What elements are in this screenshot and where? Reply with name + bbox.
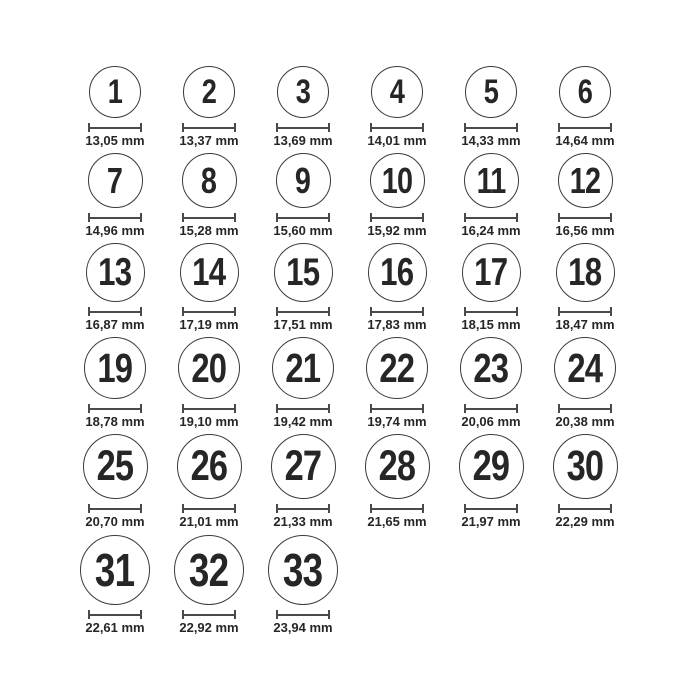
ring-circle — [371, 66, 423, 118]
ring-circle — [370, 153, 425, 208]
measure-line — [276, 311, 330, 313]
ring-circle — [89, 66, 141, 118]
measure-tick-right-icon — [516, 213, 518, 222]
measure-tick-right-icon — [140, 404, 142, 413]
ring-size-item — [444, 66, 538, 148]
measure-line — [182, 508, 236, 510]
ring-circle — [276, 153, 331, 208]
ring-size-item — [162, 243, 256, 332]
ring-circle — [465, 66, 517, 118]
ring-circle — [83, 434, 148, 499]
measure-tick-right-icon — [328, 504, 330, 513]
ring-circle — [174, 535, 244, 605]
ring-size-item — [538, 66, 632, 148]
diameter-label: 18,15 mm — [461, 317, 521, 332]
measure-tick-right-icon — [328, 213, 330, 222]
measure-line — [182, 217, 236, 219]
ring-size-number: 9 — [295, 159, 311, 201]
diameter-measure — [182, 504, 236, 513]
ring-size-item — [68, 337, 162, 429]
diameter-label: 20,06 mm — [461, 414, 521, 429]
ring-size-number: 17 — [474, 251, 508, 294]
diameter-label: 22,29 mm — [555, 514, 615, 529]
diameter-label: 20,38 mm — [555, 414, 615, 429]
measure-line — [88, 408, 142, 410]
measure-tick-right-icon — [140, 213, 142, 222]
ring-circle — [274, 243, 333, 302]
diameter-measure — [182, 123, 236, 132]
ring-circle — [464, 153, 519, 208]
measure-tick-right-icon — [140, 610, 142, 619]
diameter-measure — [276, 123, 330, 132]
ring-size-number: 1 — [107, 73, 123, 111]
diameter-measure — [558, 307, 612, 316]
measure-line — [276, 127, 330, 129]
ring-size-number: 19 — [97, 344, 133, 391]
ring-circle — [80, 535, 150, 605]
ring-size-number: 11 — [476, 159, 506, 201]
measure-tick-right-icon — [234, 404, 236, 413]
measure-tick-right-icon — [422, 504, 424, 513]
measure-tick-right-icon — [610, 213, 612, 222]
ring-circle — [553, 434, 618, 499]
measure-tick-right-icon — [328, 404, 330, 413]
ring-size-item — [350, 434, 444, 529]
diameter-measure — [370, 504, 424, 513]
chart-row — [68, 153, 632, 238]
diameter-measure — [558, 123, 612, 132]
ring-size-number: 20 — [191, 344, 227, 391]
measure-line — [370, 311, 424, 313]
diameter-label: 21,65 mm — [367, 514, 427, 529]
diameter-label: 14,33 mm — [461, 133, 521, 148]
ring-circle — [272, 337, 334, 399]
ring-size-chart — [68, 0, 632, 635]
ring-size-number: 5 — [483, 73, 499, 111]
ring-size-item — [256, 153, 350, 238]
diameter-measure — [182, 307, 236, 316]
ring-circle — [368, 243, 427, 302]
ring-size-item — [444, 337, 538, 429]
ring-size-item — [350, 153, 444, 238]
measure-line — [370, 217, 424, 219]
ring-size-number: 25 — [96, 442, 134, 490]
chart-row — [68, 66, 632, 148]
ring-circle — [178, 337, 240, 399]
ring-size-item — [256, 66, 350, 148]
diameter-measure — [558, 504, 612, 513]
measure-line — [182, 614, 236, 616]
ring-size-number: 14 — [192, 251, 226, 294]
ring-size-number: 18 — [568, 251, 602, 294]
measure-tick-right-icon — [328, 610, 330, 619]
ring-size-number: 23 — [473, 344, 509, 391]
measure-tick-right-icon — [516, 504, 518, 513]
ring-circle — [183, 66, 235, 118]
diameter-measure — [88, 610, 142, 619]
measure-line — [464, 508, 518, 510]
diameter-label: 14,96 mm — [85, 223, 145, 238]
ring-size-number: 32 — [189, 544, 229, 596]
measure-line — [276, 508, 330, 510]
ring-size-number: 16 — [380, 251, 414, 294]
measure-tick-right-icon — [516, 307, 518, 316]
measure-tick-right-icon — [234, 123, 236, 132]
diameter-label: 18,47 mm — [555, 317, 615, 332]
diameter-label: 15,28 mm — [179, 223, 239, 238]
diameter-label: 15,60 mm — [273, 223, 333, 238]
ring-size-number: 29 — [472, 442, 510, 490]
ring-size-item — [538, 337, 632, 429]
ring-size-item — [68, 153, 162, 238]
ring-size-item — [162, 153, 256, 238]
ring-circle — [177, 434, 242, 499]
diameter-label: 18,78 mm — [85, 414, 145, 429]
ring-size-number: 28 — [378, 442, 416, 490]
diameter-label: 14,01 mm — [367, 133, 427, 148]
diameter-measure — [276, 213, 330, 222]
ring-size-item — [350, 337, 444, 429]
measure-tick-right-icon — [422, 404, 424, 413]
measure-line — [182, 408, 236, 410]
diameter-measure — [558, 404, 612, 413]
ring-size-number: 21 — [285, 344, 321, 391]
measure-line — [88, 614, 142, 616]
diameter-measure — [370, 213, 424, 222]
measure-line — [558, 217, 612, 219]
ring-size-item — [444, 153, 538, 238]
ring-size-number: 6 — [577, 73, 593, 111]
diameter-label: 23,94 mm — [273, 620, 333, 635]
ring-size-number: 22 — [379, 344, 415, 391]
diameter-label: 15,92 mm — [367, 223, 427, 238]
diameter-measure — [464, 404, 518, 413]
ring-size-item — [68, 66, 162, 148]
measure-line — [464, 217, 518, 219]
diameter-measure — [88, 123, 142, 132]
ring-size-number: 7 — [107, 159, 123, 201]
ring-size-item — [444, 434, 538, 529]
measure-line — [370, 408, 424, 410]
measure-tick-right-icon — [328, 123, 330, 132]
ring-size-item — [538, 153, 632, 238]
diameter-measure — [88, 307, 142, 316]
measure-tick-right-icon — [234, 610, 236, 619]
diameter-label: 22,61 mm — [85, 620, 145, 635]
diameter-measure — [182, 213, 236, 222]
measure-tick-right-icon — [422, 213, 424, 222]
diameter-label: 20,70 mm — [85, 514, 145, 529]
diameter-measure — [370, 123, 424, 132]
measure-line — [370, 127, 424, 129]
diameter-label: 17,19 mm — [179, 317, 239, 332]
diameter-label: 21,01 mm — [179, 514, 239, 529]
ring-circle — [558, 153, 613, 208]
measure-line — [464, 127, 518, 129]
diameter-label: 22,92 mm — [179, 620, 239, 635]
measure-line — [88, 127, 142, 129]
measure-line — [370, 508, 424, 510]
ring-size-item — [162, 434, 256, 529]
diameter-label: 16,56 mm — [555, 223, 615, 238]
ring-size-item — [256, 243, 350, 332]
measure-tick-right-icon — [610, 307, 612, 316]
ring-size-number: 10 — [381, 159, 413, 201]
measure-tick-right-icon — [610, 504, 612, 513]
measure-line — [88, 217, 142, 219]
diameter-measure — [88, 504, 142, 513]
measure-tick-right-icon — [140, 123, 142, 132]
measure-line — [464, 408, 518, 410]
ring-size-number: 30 — [566, 442, 604, 490]
ring-size-item — [444, 243, 538, 332]
ring-circle — [559, 66, 611, 118]
ring-size-item — [162, 337, 256, 429]
measure-line — [276, 217, 330, 219]
measure-tick-right-icon — [140, 504, 142, 513]
ring-size-number: 13 — [98, 251, 132, 294]
chart-row — [68, 337, 632, 429]
ring-circle — [268, 535, 338, 605]
diameter-measure — [370, 307, 424, 316]
ring-circle — [554, 337, 616, 399]
ring-size-number: 8 — [201, 159, 217, 201]
ring-size-number: 27 — [284, 442, 322, 490]
chart-row — [68, 535, 632, 635]
ring-size-item — [538, 243, 632, 332]
measure-line — [558, 408, 612, 410]
measure-line — [558, 311, 612, 313]
measure-tick-right-icon — [610, 123, 612, 132]
measure-tick-right-icon — [234, 307, 236, 316]
diameter-measure — [88, 213, 142, 222]
ring-size-number: 15 — [286, 251, 320, 294]
diameter-label: 13,37 mm — [179, 133, 239, 148]
ring-circle — [180, 243, 239, 302]
diameter-measure — [558, 213, 612, 222]
diameter-label: 16,87 mm — [85, 317, 145, 332]
ring-size-item — [162, 66, 256, 148]
diameter-label: 19,42 mm — [273, 414, 333, 429]
diameter-measure — [276, 307, 330, 316]
diameter-label: 13,69 mm — [273, 133, 333, 148]
diameter-measure — [464, 123, 518, 132]
ring-circle — [365, 434, 430, 499]
diameter-label: 21,97 mm — [461, 514, 521, 529]
ring-size-number: 31 — [95, 544, 135, 596]
chart-row — [68, 434, 632, 529]
measure-tick-right-icon — [516, 123, 518, 132]
diameter-label: 21,33 mm — [273, 514, 333, 529]
ring-size-number: 12 — [569, 159, 601, 201]
measure-line — [88, 311, 142, 313]
chart-row — [68, 243, 632, 332]
measure-line — [182, 311, 236, 313]
diameter-measure — [464, 213, 518, 222]
ring-size-number: 2 — [201, 73, 217, 111]
ring-size-item — [538, 434, 632, 529]
measure-line — [276, 614, 330, 616]
diameter-label: 16,24 mm — [461, 223, 521, 238]
ring-size-item — [68, 535, 162, 635]
ring-circle — [556, 243, 615, 302]
ring-size-number: 26 — [190, 442, 228, 490]
ring-size-item — [162, 535, 256, 635]
ring-size-number: 3 — [295, 73, 311, 111]
ring-size-number: 33 — [283, 544, 323, 596]
diameter-measure — [370, 404, 424, 413]
measure-line — [558, 127, 612, 129]
ring-size-item — [68, 243, 162, 332]
measure-line — [182, 127, 236, 129]
ring-size-number: 24 — [567, 344, 603, 391]
ring-circle — [459, 434, 524, 499]
ring-circle — [84, 337, 146, 399]
diameter-measure — [464, 504, 518, 513]
measure-tick-right-icon — [234, 213, 236, 222]
diameter-label: 19,10 mm — [179, 414, 239, 429]
ring-size-item — [256, 337, 350, 429]
ring-size-item — [256, 535, 350, 635]
ring-circle — [277, 66, 329, 118]
measure-tick-right-icon — [516, 404, 518, 413]
ring-size-number: 4 — [389, 73, 405, 111]
diameter-label: 17,83 mm — [367, 317, 427, 332]
diameter-measure — [276, 404, 330, 413]
measure-tick-right-icon — [610, 404, 612, 413]
measure-tick-right-icon — [422, 307, 424, 316]
diameter-measure — [276, 610, 330, 619]
ring-circle — [366, 337, 428, 399]
ring-size-item — [350, 243, 444, 332]
diameter-measure — [276, 504, 330, 513]
diameter-measure — [182, 404, 236, 413]
measure-line — [276, 408, 330, 410]
ring-size-item — [256, 434, 350, 529]
ring-circle — [86, 243, 145, 302]
measure-line — [88, 508, 142, 510]
ring-circle — [460, 337, 522, 399]
diameter-label: 13,05 mm — [85, 133, 145, 148]
measure-tick-right-icon — [422, 123, 424, 132]
measure-tick-right-icon — [234, 504, 236, 513]
diameter-measure — [88, 404, 142, 413]
ring-circle — [88, 153, 143, 208]
ring-size-item — [350, 66, 444, 148]
ring-size-item — [68, 434, 162, 529]
ring-circle — [182, 153, 237, 208]
diameter-label: 19,74 mm — [367, 414, 427, 429]
measure-line — [558, 508, 612, 510]
diameter-label: 14,64 mm — [555, 133, 615, 148]
measure-line — [464, 311, 518, 313]
diameter-measure — [182, 610, 236, 619]
measure-tick-right-icon — [328, 307, 330, 316]
ring-circle — [462, 243, 521, 302]
measure-tick-right-icon — [140, 307, 142, 316]
diameter-label: 17,51 mm — [273, 317, 333, 332]
ring-circle — [271, 434, 336, 499]
diameter-measure — [464, 307, 518, 316]
